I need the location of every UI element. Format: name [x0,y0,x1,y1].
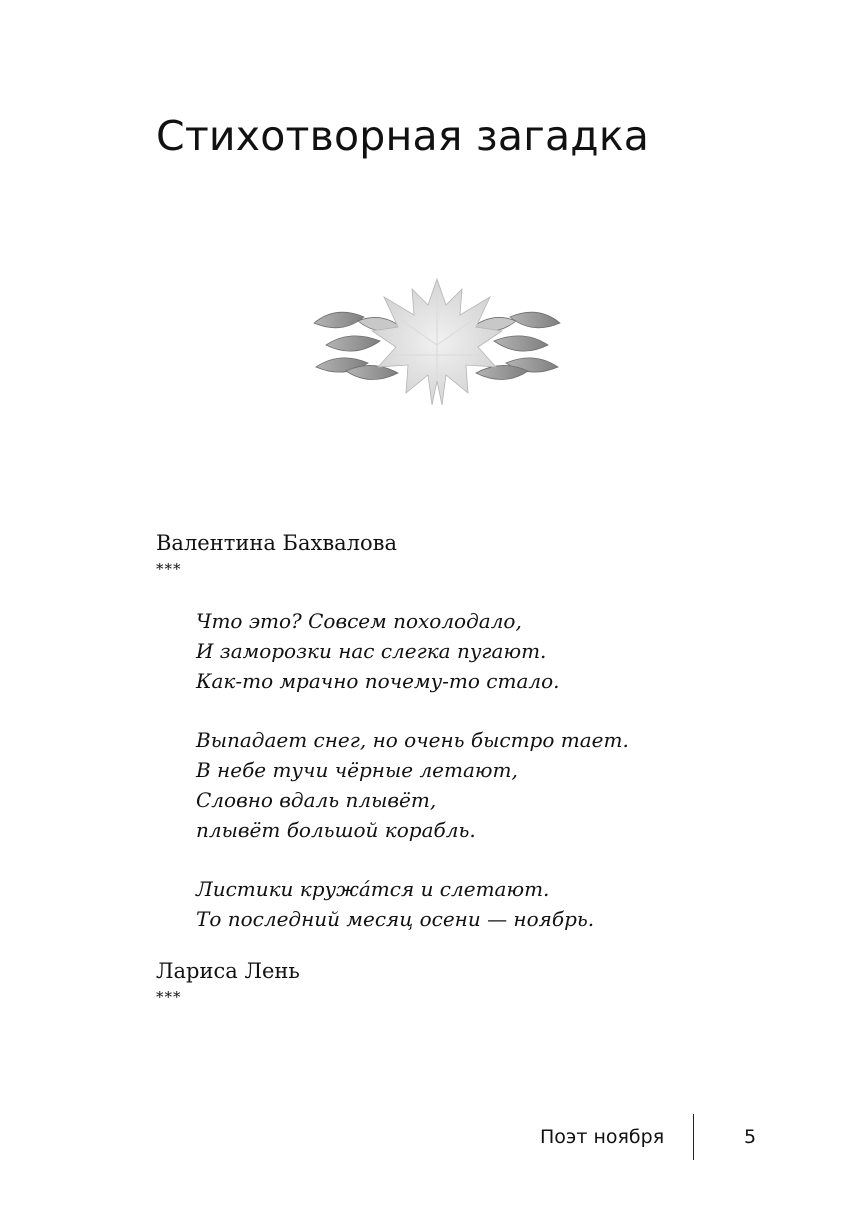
poem-line: То последний месяц осени — ноябрь. [196,907,595,931]
footer-divider [693,1114,694,1160]
poem-line: Словно вдаль плывёт, [196,788,437,812]
poem-line: Выпадает снег, но очень быстро тает. [196,728,629,752]
stanza [196,725,629,845]
page-title: Стихотворная загадка [156,112,650,160]
section-separator: *** [156,560,182,578]
autumn-leaves-ornament-icon [306,275,568,410]
left-leaves [314,312,404,379]
poem-line: плывёт большой корабль. [196,818,476,842]
poem-line: Как-то мрачно почему-то стало. [196,669,560,693]
poem-line: В небе тучи чёрные летают, [196,758,518,782]
poem-line: Что это? Совсем похолодало, [196,609,522,633]
stanza [196,606,629,696]
section-separator: *** [156,988,182,1006]
poem-line: Листики кружáтся и слетают. [196,877,550,901]
poem-line: И заморозки нас слегка пугают. [196,639,547,663]
running-footer-title: Поэт ноября [540,1126,665,1148]
author-name: Лариса Лень [156,959,300,983]
author-name: Валентина Бахвалова [156,531,397,555]
stanza [196,874,629,934]
page-number: 5 [744,1126,757,1148]
poem [196,606,629,963]
maple-leaf [372,279,502,405]
right-leaves [470,312,560,379]
